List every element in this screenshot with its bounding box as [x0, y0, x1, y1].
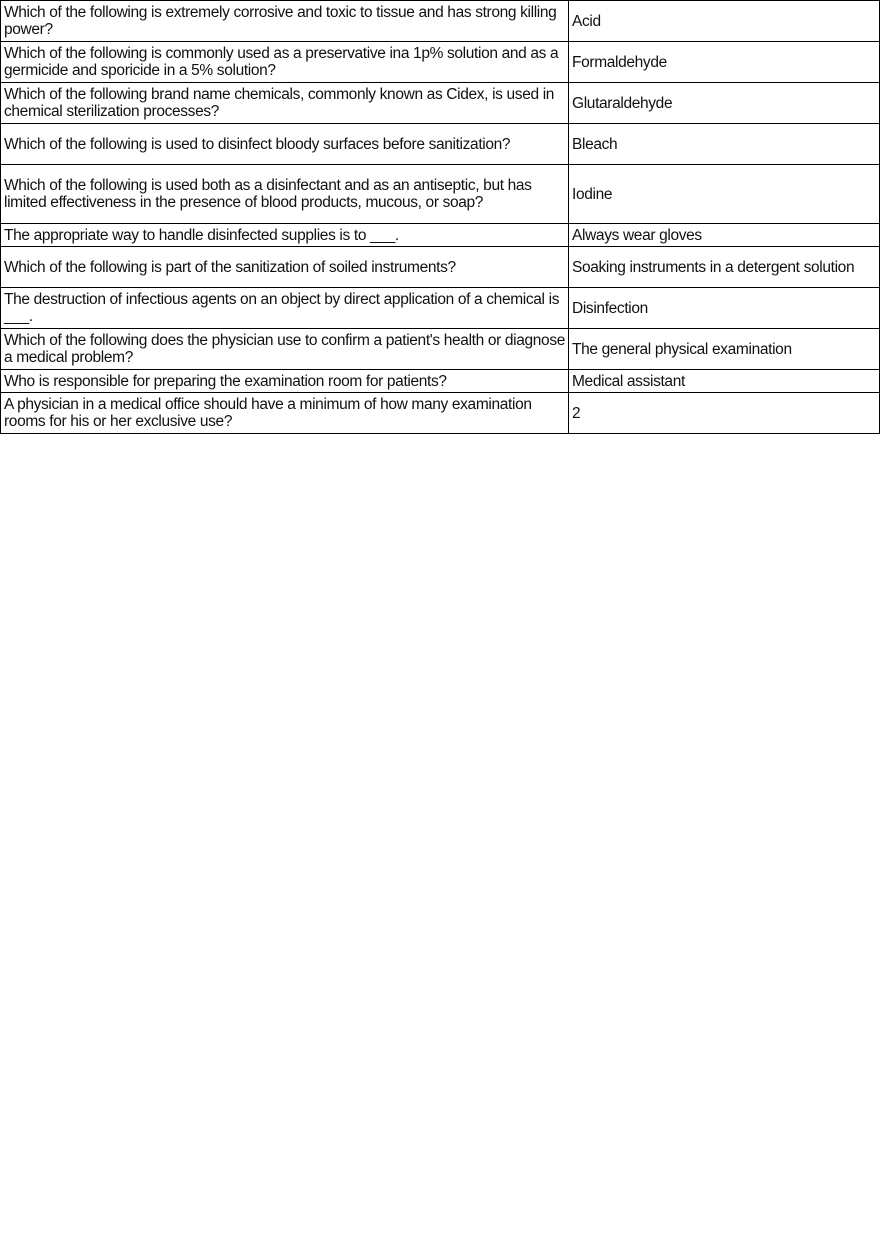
question-cell: Which of the following is part of the sanitization of soiled instruments?: [1, 247, 569, 288]
table-row: [1, 165, 880, 224]
table-row: [1, 393, 880, 434]
table-row: [1, 329, 880, 370]
question-cell: A physician in a medical office should have a minimum of how many examination rooms for his or her exclusive use?: [1, 393, 569, 434]
table-row: [1, 124, 880, 165]
answer-cell: Disinfection: [569, 288, 880, 329]
table-row: [1, 370, 880, 393]
question-cell: Which of the following is used to disinfect bloody surfaces before sanitization?: [1, 124, 569, 165]
question-cell: Which of the following brand name chemicals, commonly known as Cidex, is used in chemical sterilization processes?: [1, 83, 569, 124]
question-cell: Which of the following does the physician use to confirm a patient's health or diagnose a medical problem?: [1, 329, 569, 370]
answer-cell: Always wear gloves: [569, 224, 880, 247]
table-row: [1, 224, 880, 247]
table-row: [1, 42, 880, 83]
question-cell: Which of the following is extremely corrosive and toxic to tissue and has strong killing power?: [1, 1, 569, 42]
question-cell: Which of the following is used both as a disinfectant and as an antiseptic, but has limited effectiveness in the presence of blood products, mucous, or soap?: [1, 165, 569, 224]
question-cell: Who is responsible for preparing the examination room for patients?: [1, 370, 569, 393]
flashcard-table: [0, 0, 880, 434]
question-cell: The destruction of infectious agents on an object by direct application of a chemical is ___.: [1, 288, 569, 329]
answer-cell: Formaldehyde: [569, 42, 880, 83]
answer-cell: Iodine: [569, 165, 880, 224]
answer-cell: The general physical examination: [569, 329, 880, 370]
answer-cell: Bleach: [569, 124, 880, 165]
table-row: [1, 288, 880, 329]
answer-cell: Soaking instruments in a detergent solution: [569, 247, 880, 288]
table-row: [1, 247, 880, 288]
question-cell: The appropriate way to handle disinfected supplies is to ___.: [1, 224, 569, 247]
table-body: [1, 1, 880, 434]
table-row: [1, 1, 880, 42]
question-cell: Which of the following is commonly used as a preservative ina 1p% solution and as a germicide and sporicide in a 5% solution?: [1, 42, 569, 83]
answer-cell: Glutaraldehyde: [569, 83, 880, 124]
answer-cell: Medical assistant: [569, 370, 880, 393]
answer-cell: Acid: [569, 1, 880, 42]
table-row: [1, 83, 880, 124]
answer-cell: 2: [569, 393, 880, 434]
